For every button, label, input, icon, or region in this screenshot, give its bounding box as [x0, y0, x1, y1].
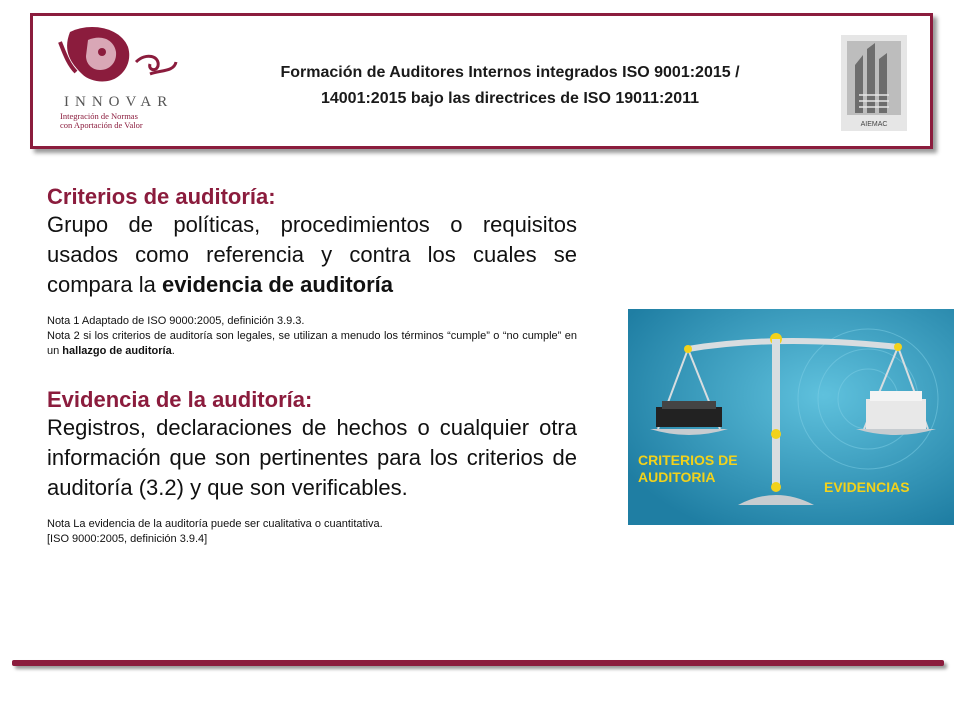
definition-criterios-text: Grupo de políticas, procedimientos o requisitos usados como referencia y contra los cuales se compara la	[47, 212, 577, 297]
aiemac-wordmark: AIEMAC	[860, 121, 888, 128]
section-title-evidencia: Evidencia de la auditoría:	[47, 387, 313, 412]
definition-evidencia: Registros, declaraciones de hechos o cualquier otra información que son pertinentes para los criterios de auditoría (3.2) y que son verificables.	[47, 415, 577, 500]
innovar-tagline-1: Integración de Normas	[60, 111, 138, 121]
notes-evidencia	[47, 517, 577, 547]
note-1-criterios: Nota 1 Adaptado de ISO 9000:2005, definición 3.9.3.	[47, 315, 305, 327]
note-2-criterios	[47, 329, 577, 359]
note-2-end: .	[171, 345, 175, 357]
definition-criterios	[47, 210, 577, 300]
scale-illustration	[628, 309, 954, 525]
footer-bar	[12, 660, 944, 666]
section-title-criterios: Criterios de auditoría:	[47, 184, 276, 209]
note-2-text: Nota 2 si los criterios de auditoría son legales, se utilizan a menudo los términos “cumple” o “no cumple” en un	[47, 330, 577, 357]
header-title	[190, 60, 830, 112]
definition-criterios-bold: evidencia de auditoría	[161, 272, 394, 297]
innovar-logo	[50, 22, 190, 132]
note-1-evidencia: Nota La evidencia de la auditoría puede ser cualitativa o cuantitativa.	[47, 518, 383, 530]
notes-criterios	[47, 314, 577, 359]
note-2-bold: hallazgo de auditoría	[62, 345, 172, 357]
header-title-line-2: 14001:2015 bajo las directrices de ISO 19011:2011	[320, 90, 700, 107]
header-title-line-1: Formación de Auditores Internos integrados ISO 9001:2015 /	[280, 64, 740, 81]
label-criterios-line-1: CRITERIOS DE	[638, 452, 738, 468]
innovar-wordmark: INNOVAR	[64, 94, 174, 110]
label-evidencias: EVIDENCIAS	[824, 479, 910, 495]
main-content	[47, 184, 577, 547]
label-criterios-line-2: AUDITORIA	[638, 469, 716, 485]
innovar-tagline-2: con Aportación de Valor	[60, 120, 143, 130]
aiemac-logo	[841, 35, 907, 131]
note-2-evidencia: [ISO 9000:2005, definición 3.9.4]	[47, 533, 208, 545]
